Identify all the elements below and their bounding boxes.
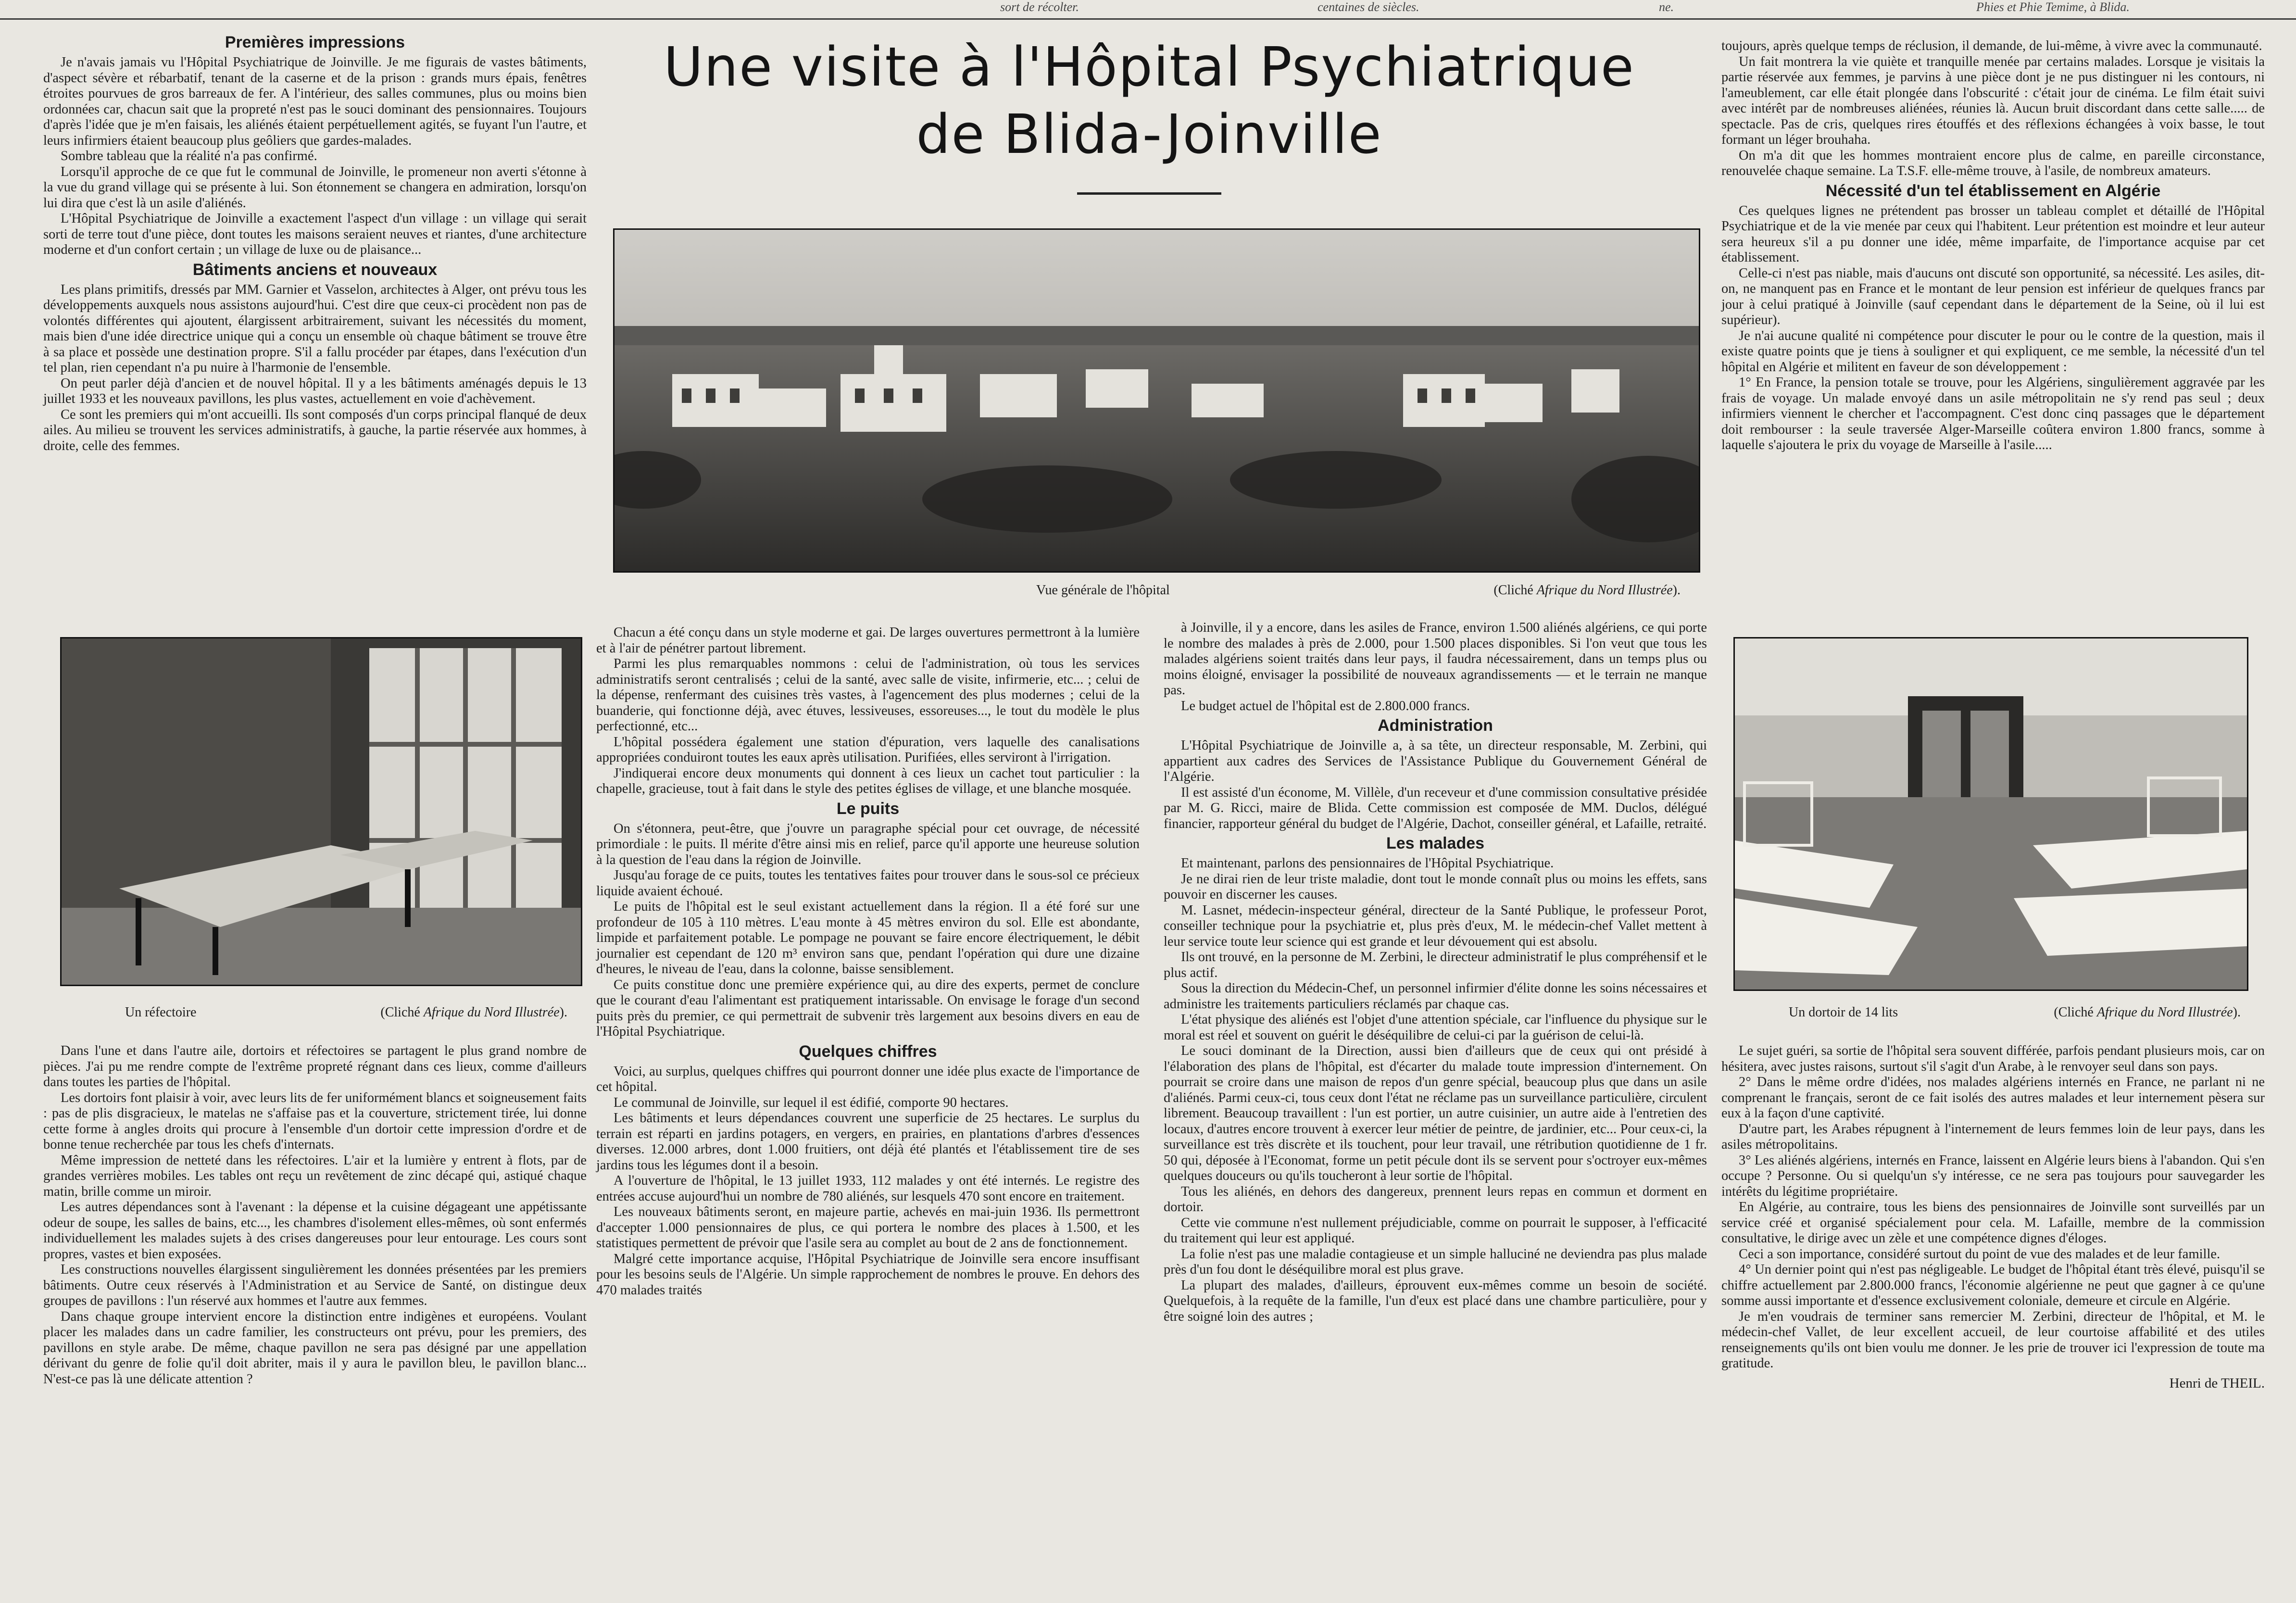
paragraph: Cette vie commune n'est nullement préjudiciable, comme on pourrait le supposer, à l'efficacité du traitement qui leur est appliqué. <box>1164 1215 1707 1246</box>
paragraph: On s'étonnera, peut-être, que j'ouvre un paragraphe spécial pour cet ouvrage, de nécessité primordiale : le puits. Il mérite d'être ainsi mis en relief, parce qu'il apporte une heureuse solution à la question de l'eau dans la région de Joinville. <box>596 821 1140 867</box>
caption-refectory-text: Un réfectoire <box>125 1005 197 1020</box>
paragraph: L'Hôpital Psychiatrique de Joinville a, à sa tête, un directeur responsable, M. Zerbini, qui appartient aux cadres des Services de l'Assistance Publique du Gouvernement Général de l'Algérie. <box>1164 738 1707 784</box>
caption-dormitory-text: Un dortoir de 14 lits <box>1789 1005 1898 1020</box>
top-strip-text-1: sort de récolter. <box>1000 0 1079 14</box>
photo-refectory-image <box>62 639 581 985</box>
photo-dormitory <box>1733 637 2248 991</box>
caption-dormitory <box>1789 1005 2241 1020</box>
paragraph: Chacun a été conçu dans un style moderne et gai. De larges ouvertures permettront à la lumière et à l'air de pénétrer partout librement. <box>596 625 1140 656</box>
paragraph: 3° Les aliénés algériens, internés en France, laissent en Algérie leurs biens à l'abandon. Qui s'en occupe ? Personne. Ou si quelqu'un s'y intéresse, ce ne sera pas toujours pour sauvegarder les intérêts du légitime propriétaire. <box>1721 1152 2265 1199</box>
paragraph: L'état physique des aliénés est l'objet d'une attention spéciale, car l'influence du physique sur le moral est réel et souvent on guérit le déséquilibre de celui-ci par la guérison de celui-là. <box>1164 1012 1707 1043</box>
paragraph: Ils ont trouvé, en la personne de M. Zerbini, le directeur administratif le plus compréhensif et le plus actif. <box>1164 950 1707 980</box>
credit-post: ). <box>1672 583 1681 598</box>
paragraph: J'indiquerai encore deux monuments qui donnent à ces lieux un cachet tout particulier : la chapelle, gracieuse, tout à fait dans le style des petites églises de village, et une blanche mosquée. <box>596 765 1140 796</box>
photo-general-view <box>613 228 1700 573</box>
credit-post: ). <box>2233 1005 2241 1020</box>
credit-pre: (Cliché <box>1493 583 1537 598</box>
top-strip-text-3: ne. <box>1659 0 1674 14</box>
article-title <box>591 34 1707 168</box>
paragraph: Les autres dépendances sont à l'avenant : la dépense et la cuisine dégageant une appétissante odeur de soupe, les salles de bains, etc..., les chambres d'isolement elles-mêmes, où sont enfermés individuellement les malades sujets à des crises dangereuses pour leur entourage. Les cours sont propres, vastes et bien exposées. <box>43 1200 587 1262</box>
heading-premieres-impressions: Premières impressions <box>225 33 405 51</box>
column-4-bottom <box>1721 1043 2265 1391</box>
paragraph: On peut parler déjà d'ancien et de nouvel hôpital. Il y a les bâtiments aménagés depuis le 13 juillet 1933 et les nouveaux pavillons, les plus vastes, actuellement en voie d'achèvement. <box>43 376 587 406</box>
paragraph: La plupart des malades, d'ailleurs, éprouvent eux-mêmes comme un besoin de société. Quelquefois, à la requête de la famille, l'un d'eux est placé dans une chambre particulière, pour y être soigné loin des autres ; <box>1164 1277 1707 1324</box>
heading-le-puits: Le puits <box>836 799 900 818</box>
paragraph: D'autre part, les Arabes répugnent à l'internement de leurs femmes loin de leur pays, dans les asiles métropolitains. <box>1721 1121 2265 1152</box>
caption-dormitory-credit <box>2054 1005 2241 1020</box>
column-4-top <box>1721 38 2265 453</box>
paragraph: Le communal de Joinville, sur lequel il est édifié, comporte 90 hectares. <box>614 1095 1009 1110</box>
paragraph: Le sujet guéri, sa sortie de l'hôpital sera souvent différée, parfois pendant plusieurs mois, car on hésitera, avec justes raisons, surtout s'il s'agit d'un Arabe, à le renvoyer seul dans son pays. <box>1721 1043 2265 1074</box>
paragraph: En Algérie, au contraire, tous les biens des pensionnaires de Joinville sont surveillés par un service créé et organisé spécialement pour cela. M. Lafaille, membre de la commission consultative, le dirige avec un zèle et une compétence dignes d'éloges. <box>1721 1200 2265 1246</box>
title-rule <box>1077 192 1221 195</box>
paragraph: Le puits de l'hôpital est le seul existant actuellement dans la région. Il a été foré sur une profondeur de 105 à 110 mètres. L'eau monte à 45 mètres environ du sol. Elle est abondante, limpide et parfaitement potable. Le pompage ne pouvant se faire encore électriquement, le débit journalier est cependant de 120 m³ environ sans que, pendant l'opération qui dure une dizaine d'heures, le niveau de l'eau, dans la colonne, baisse sensiblement. <box>596 899 1140 977</box>
paragraph: Dans l'une et dans l'autre aile, dortoirs et réfectoires se partagent le plus grand nombre de pièces. J'ai pu me rendre compte de l'extrême propreté régnant dans ces lieux, comme d'ailleurs dans toutes les parties de l'hôpital. <box>43 1043 587 1090</box>
caption-refectory-credit <box>380 1005 567 1020</box>
credit-source: Afrique du Nord Illustrée <box>2096 1005 2233 1020</box>
paragraph: Même impression de netteté dans les réfectoires. L'air et la lumière y entrent à flots, par de grandes verrières mobiles. Les tables ont reçu un revêtement de zinc décapé qui, astiqué chaque matin, brille comme un miroir. <box>43 1152 587 1199</box>
paragraph: toujours, après quelque temps de réclusion, il demande, de lui-même, à vivre avec la communauté. <box>1721 38 2262 53</box>
paragraph: Je n'avais jamais vu l'Hôpital Psychiatrique de Joinville. Je me figurais de vastes bâtiments, d'aspect sévère et rébarbatif, tenant de la caserne et de la prison : grands murs épais, fenêtres étroites pourvues de gros barreaux de fer. A l'intérieur, des salles communes, plus ou moins bien ordonnées car, chacun sait que la propreté n'est pas le souci dominant des pensionnaires. Toujours d'après l'idée que je m'en faisais, les aliénés étaient perpétuellement agités, se fuyant l'un l'autre, et leurs infirmiers étaient beaucoup plus geôliers que gardes-malades. <box>43 55 587 148</box>
paragraph: Les bâtiments et leurs dépendances couvrent une superficie de 25 hectares. Le surplus du terrain est réparti en jardins potagers, en vergers, en prairies, en plantations d'arbres d'essences diverses. 12.000 arbres, dont 1.000 fruitiers, ont déjà été plantés et l'établissement tire de ses jardins tous les légumes dont il a besoin. <box>596 1111 1140 1173</box>
paragraph: Je ne dirai rien de leur triste maladie, dont tout le monde connaît plus ou moins les effets, sans pouvoir en discerner les causes. <box>1164 871 1707 902</box>
photo-refectory <box>60 637 582 986</box>
credit-post: ). <box>559 1005 567 1020</box>
caption-general-view-text: Vue générale de l'hôpital <box>1036 583 1170 598</box>
heading-les-malades: Les malades <box>1386 834 1485 852</box>
paragraph: Sous la direction du Médecin-Chef, un personnel infirmier d'élite donne les soins nécessaires et administre les traitements particuliers réclamés par chaque cas. <box>1164 981 1707 1012</box>
top-strip-text-2: centaines de siècles. <box>1317 0 1419 14</box>
paragraph: Le souci dominant de la Direction, aussi bien d'ailleurs que de ceux qui ont présidé à l'élaboration des plans de l'hôpital, est d'écarter du malade toute impression d'internement. On pourrait se croire dans une maison de repos d'un genre spécial, beaucoup plus que dans un asile d'aliénés. Parmi ceux-ci, tous ceux dont l'état ne réclame pas un surveillance particulière, circulent librement. Beaucoup travaillent : l'un est portier, un autre cuisinier, un autre aide à l'entretien des locaux, d'autres encore trouvent à exercer leur métier de peintre, de jardinier, etc... Pour ceux-ci, la surveillance est très discrète et ils touchent, pour leur travail, une rétribution quotidienne de 1 fr. 50 qui, déposée à l'Economat, forme un petit pécule dont ils se servent pour s'octroyer eux-mêmes quelques douceurs ou qu'ils toucheront à leur sortie de l'hôpital. <box>1164 1043 1707 1183</box>
credit-source: Afrique du Nord Illustrée <box>1536 583 1673 598</box>
paragraph: Les constructions nouvelles élargissent singulièrement les données présentées par les premiers bâtiments. Outre ceux réservés à l'Administration et au Service de Santé, on distingue deux groupes de pavillons : l'un réservé aux hommes et l'autre aux femmes. <box>43 1262 587 1308</box>
paragraph: à Joinville, il y a encore, dans les asiles de France, environ 1.500 aliénés algériens, ce qui porte le nombre des malades à près de 2.000, pour 1.500 places disponibles. Si l'on veut que tous les malades algériens soient traités dans leur pays, il faudra nécessairement, dans un temps plus ou moins éloigné, envisager la possibilité de nouveaux agrandissements — et le terrain ne manque pas. <box>1164 620 1707 698</box>
paragraph: 4° Un dernier point qui n'est pas négligeable. Le budget de l'hôpital étant très élevé, puisqu'il se chiffre actuellement par 2.800.000 francs, l'économie algérienne ne peut que gagner à ce qu'une somme aussi importante et d'essence exclusivement coloniale, demeure et circule en Algérie. <box>1721 1262 2265 1308</box>
top-strip-text-4: Phies et Phie Temime, à Blida. <box>1976 0 2130 14</box>
paragraph: Sombre tableau que la réalité n'a pas confirmé. <box>61 149 317 163</box>
paragraph: Lorsqu'il approche de ce que fut le communal de Joinville, le promeneur non averti s'étonne à la vue du grand village qui se présente à lui. Son étonnement se changera en admiration, lorsqu'on lui dira que c'est là un asile d'aliénés. <box>43 164 587 211</box>
paragraph: M. Lasnet, médecin-inspecteur général, directeur de la Santé Publique, le professeur Porot, conseiller technique pour la psychiatrie et, plus près d'eux, M. le médecin-chef Vallet mettent à leur service toute leur science qui est grande et leur dévouement qui est absolu. <box>1164 902 1707 949</box>
paragraph: Parmi les plus remarquables nommons : celui de l'administration, où tous les services administratifs seront centralisés ; celui de la santé, avec salle de visite, infirmerie, etc... ; celui de la dépense, renfermant des cuisines très vastes, à l'agencement des plus modernes ; celui de la buanderie, qui fonctionne déjà, avec étuves, lessiveuses, essoreuses..., le tout du modèle le plus perfectionné, etc... <box>596 656 1140 734</box>
title-line-1: Une visite à l'Hôpital Psychiatrique <box>664 36 1635 99</box>
credit-pre: (Cliché <box>380 1005 424 1020</box>
paragraph: Dans chaque groupe intervient encore la distinction entre indigènes et européens. Voulant placer les malades dans un cadre familier, les constructeurs ont prévu, pour les premiers, des pavillons en style arabe. De même, chaque pavillon ne sera pas désigné par une appellation dérivant du genre de folie qu'il doit abriter, mais il y aura le pavillon bleu, le pavillon blanc... N'est-ce pas là une délicate attention ? <box>43 1309 587 1387</box>
paragraph: Les plans primitifs, dressés par MM. Garnier et Vasselon, architectes à Alger, ont prévu tous les développements auxquels nous assistons aujourd'hui. C'est dire que ceux-ci procèdent non pas de volontés différentes qui ajoutent, élargissent arbitrairement, suivant les nécessités du moment, mais bien d'une idée directrice unique qui a conçu un ensemble où chaque bâtiment se trouve être à sa place et possède une destination propre. S'il a fallu procéder par étapes, dans l'exécution d'un tel plan, rien cependant n'a pu nuire à l'harmonie de l'ensemble. <box>43 282 587 375</box>
paragraph: Voici, au surplus, quelques chiffres qui pourront donner une idée plus exacte de l'importance de cet hôpital. <box>596 1064 1140 1094</box>
paragraph: A l'ouverture de l'hôpital, le 13 juillet 1933, 112 malades y ont été internés. Le registre des entrées accuse aujourd'hui un nombre de 780 aliénés, sur lesquels 470 sont encore en traitement. <box>596 1173 1140 1204</box>
paragraph: Un fait montrera la vie quiète et tranquille menée par certains malades. Lorsque je visitais la partie réservée aux femmes, je parvins à une pièce dont je ne pus distinguer ni les contours, ni l'ameublement, car elle était plongée dans l'obscurité : c'était jour de cinéma. Le film était suivi avec intérêt par de nombreuses aliénées, réunies là. Aucun bruit discordant dans cette salle..... de spectacle. Pas de cris, quelques rires étouffés et des réflexions échangées à voix basse, le tout formant un léger brouhaha. <box>1721 54 2265 147</box>
top-strip <box>0 0 2296 20</box>
column-1-bottom <box>43 1043 587 1387</box>
heading-quelques-chiffres: Quelques chiffres <box>799 1042 937 1061</box>
author-signature: Henri de THEIL. <box>2169 1375 2265 1391</box>
paragraph: Je n'ai aucune qualité ni compétence pour discuter le pour ou le contre de la question, mais il existe quatre points que je tiens à souligner et qui expliquent, ce me semble, la nécessité d'un tel hôpital en Algérie et militent en faveur de son développement : <box>1721 328 2265 375</box>
paragraph: Le budget actuel de l'hôpital est de 2.800.000 francs. <box>1181 698 1470 714</box>
photo-dormitory-image <box>1735 639 2247 989</box>
paragraph: Ce sont les premiers qui m'ont accueilli. Ils sont composés d'un corps principal flanqué de deux ailes. Au milieu se trouvent les services administratifs, à gauche, la partie réservée aux hommes, à droite, celle des femmes. <box>43 407 587 453</box>
heading-necessite: Nécessité d'un tel établissement en Algérie <box>1825 181 2161 200</box>
paragraph: Les dortoirs font plaisir à voir, avec leurs lits de fer uniformément blancs et soigneusement faits : pas de plis disgracieux, le matelas ne s'affaise pas et la couverture, strictement tirée, lui donne cette forme à angles droits qui procure à l'ensemble d'un dortoir cette impression d'ordre et de bonne tenue recherchée par tous les chefs d'internats. <box>43 1090 587 1152</box>
paragraph: Malgré cette importance acquise, l'Hôpital Psychiatrique de Joinville sera encore insuffisant pour les besoins seuls de l'Algérie. Un simple rapprochement de nombres le prouve. En dehors des 470 malades traités <box>596 1251 1140 1298</box>
column-3 <box>1164 620 1707 1325</box>
paragraph: Ceci a son importance, considéré surtout du point de vue des malades et de leur famille. <box>1739 1246 2221 1262</box>
credit-source: Afrique du Nord Illustrée <box>423 1005 560 1020</box>
paragraph: L'hôpital possédera également une station d'épuration, vers laquelle des canalisations appropriées conduiront toutes les eaux après utilisation. Purifiées, elles serviront à l'irrigation. <box>596 734 1140 765</box>
caption-general-view-credit <box>1493 583 1681 598</box>
paragraph: La folie n'est pas une maladie contagieuse et un simple halluciné ne deviendra pas plus malade près d'un fou dont le déséquilibre moral est plus grave. <box>1164 1246 1707 1277</box>
paragraph: Jusqu'au forage de ce puits, toutes les tentatives faites pour trouver dans le sous-sol ce précieux liquide avaient échoué. <box>596 868 1140 899</box>
paragraph: L'Hôpital Psychiatrique de Joinville a exactement l'aspect d'un village : un village qui serait sorti de terre tout d'une pièce, dont toutes les maisons seraient neuves et riantes, d'une architecture moderne et d'un confort certain ; un village de luxe ou de plaisance... <box>43 211 587 257</box>
paragraph: Et maintenant, parlons des pensionnaires de l'Hôpital Psychiatrique. <box>1181 856 1554 871</box>
paragraph: Tous les aliénés, en dehors des dangereux, prennent leurs repas en commun et dorment en dortoir. <box>1164 1184 1707 1215</box>
column-1-top <box>43 31 587 454</box>
paragraph: Les nouveaux bâtiments seront, en majeure partie, achevés en mai-juin 1936. Ils permettront d'accepter 1.000 pensionnaires de plus, ce qui portera le nombre des places à 1.500, et les statistiques permettent de prévoir que l'asile sera au complet au bout de 2 ans de fonctionnement. <box>596 1204 1140 1251</box>
paragraph: Ce puits constitue donc une première expérience qui, au dire des experts, permet de conclure que le courant d'eau l'alimentant est pratiquement intarissable. On envisage le forage d'un second puits près du premier, ce qui permettrait de subvenir très largement aux besoins divers en eau de l'Hôpital Psychiatrique. <box>596 977 1140 1039</box>
caption-general-view <box>1036 583 1681 598</box>
paragraph: Ces quelques lignes ne prétendent pas brosser un tableau complet et détaillé de l'Hôpital Psychiatrique et de la vie menée par ceux qui l'habitent. Leur prétention est moindre et leur auteur sera heureux s'il a pu donner une idée, même imparfaite, de l'importance acquise par cet établissement. <box>1721 203 2265 265</box>
paragraph: 1° En France, la pension totale se trouve, pour les Algériens, singulièrement aggravée par les frais de voyage. Un malade envoyé dans un asile métropolitain ne s'y rend pas seul ; deux infirmiers viennent le chercher et l'accompagnent. C'est donc cinq passages que le département doit rembourser : la seule traversée Alger-Marseille coûtera environ 1.800 francs, somme à laquelle s'ajoutera le prix du voyage de Marseille à l'asile..... <box>1721 375 2265 452</box>
heading-administration: Administration <box>1378 716 1493 735</box>
title-line-2: de Blida-Joinville <box>916 103 1382 166</box>
paragraph: On m'a dit que les hommes montraient encore plus de calme, en pareille circonstance, renouvelée chaque semaine. La T.S.F. elle-même trouve, à l'asile, de nombreux amateurs. <box>1721 148 2265 178</box>
paragraph: Celle-ci n'est pas niable, mais d'aucuns ont discuté son opportunité, sa nécessité. Les asiles, dit-on, ne manquent pas en France et le montant de leur pension est inférieur de quelques francs par jour à celui pratiqué à Joinville (sauf cependant dans le département de la Seine, où il lui est supérieur). <box>1721 265 2265 327</box>
paragraph: Je m'en voudrais de terminer sans remercier M. Zerbini, directeur de l'hôpital, et M. le médecin-chef Vallet, de leur excellent accueil, de leur courtoise affabilité et des utiles renseignements qu'ils ont bien voulu me donner. Je les prie de trouver ici l'expression de toute ma gratitude. <box>1721 1309 2265 1371</box>
credit-pre: (Cliché <box>2054 1005 2097 1020</box>
paragraph: Il est assisté d'un économe, M. Villèle, d'un receveur et d'une commission consultative présidée par M. G. Ricci, maire de Blida. Cette commission est composée de MM. Duclos, délégué financier, rapporteur général du budget de l'Algérie, Dachot, conseiller général, et Lafaille, retraité. <box>1164 785 1707 831</box>
heading-batiments: Bâtiments anciens et nouveaux <box>192 260 438 279</box>
column-2 <box>596 625 1140 1298</box>
caption-refectory <box>125 1005 567 1020</box>
photo-general-view-image <box>615 230 1699 571</box>
paragraph: 2° Dans le même ordre d'idées, nos malades algériens internés en France, ne parlant ni ne comprenant le français, seront de ce fait isolés des autres malades et leur internement pèsera sur eux à la façon d'une captivité. <box>1721 1075 2265 1121</box>
